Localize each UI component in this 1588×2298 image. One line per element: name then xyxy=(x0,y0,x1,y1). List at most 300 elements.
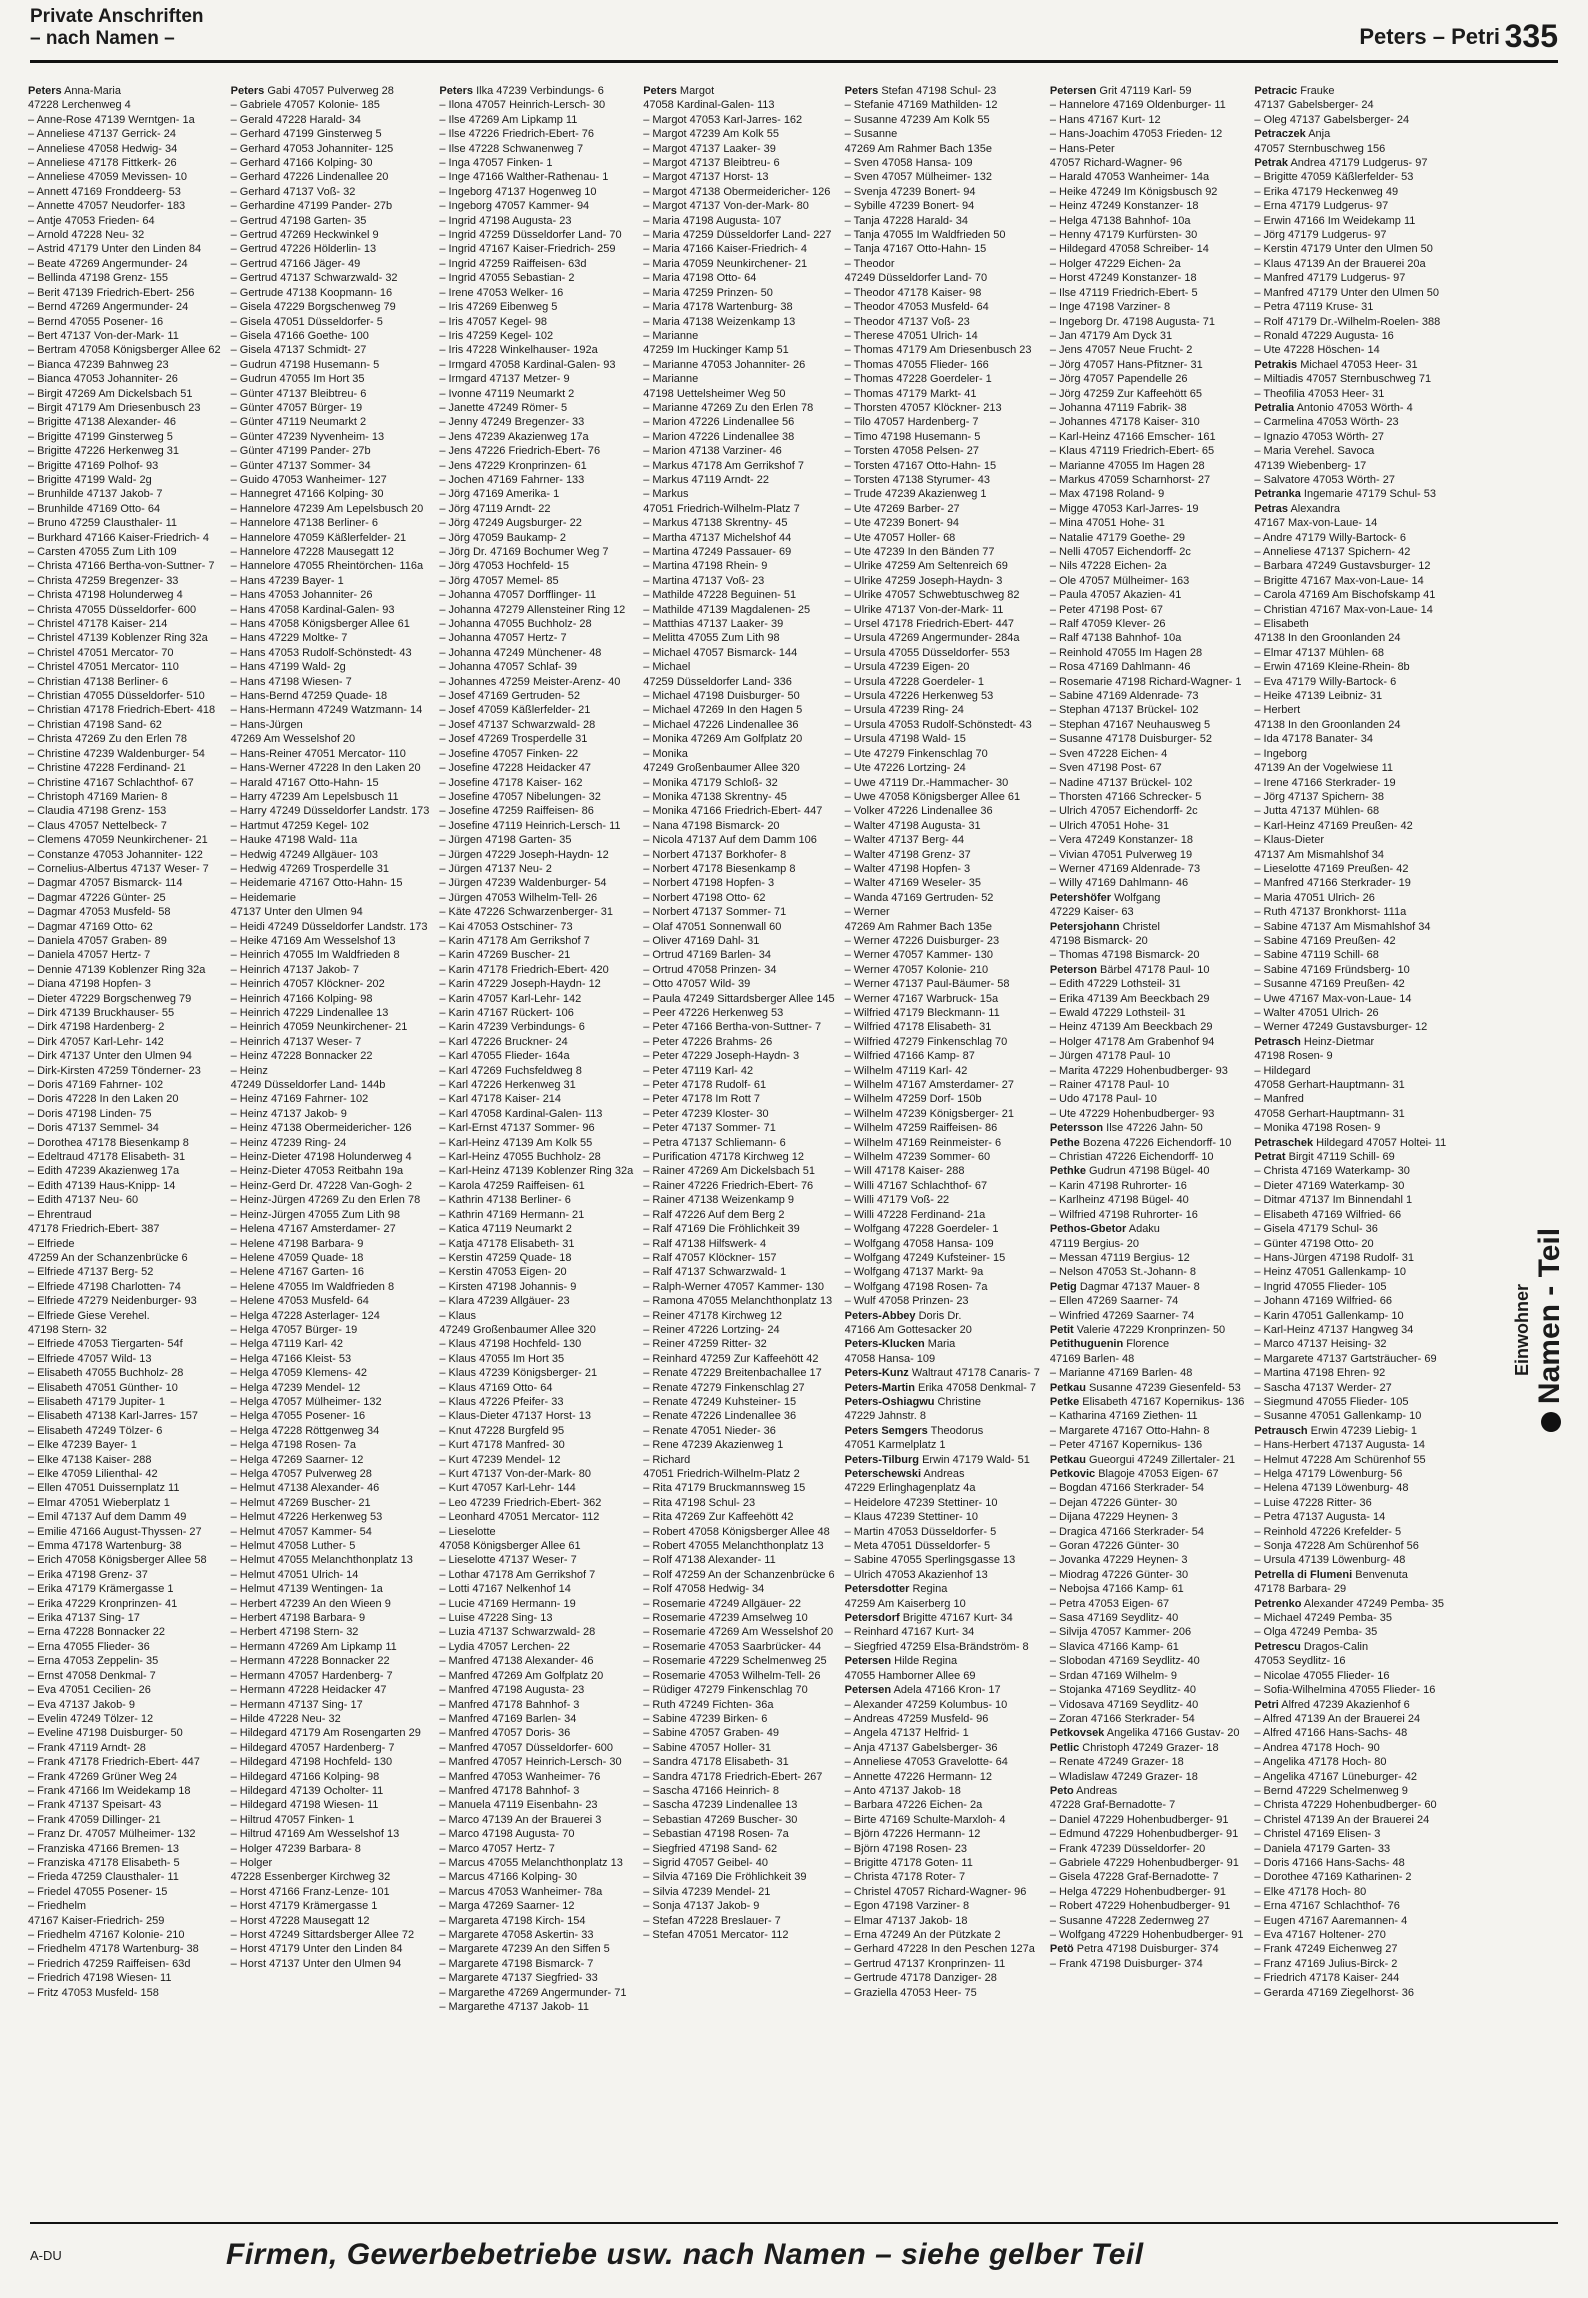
directory-entry xyxy=(439,876,633,890)
entry-details: – Luise 47228 Sing- 13 xyxy=(439,1612,553,1625)
directory-entry xyxy=(845,1078,1040,1092)
entry-details: – Hans 47058 Kardinal-Galen- 93 xyxy=(230,603,395,616)
directory-entry xyxy=(845,862,1040,876)
entry-details: – Margarete 47167 Otto-Hahn- 8 xyxy=(1049,1424,1210,1437)
entry-surname: Peters xyxy=(844,85,879,97)
directory-entry xyxy=(231,1222,430,1236)
directory-entry xyxy=(1050,199,1244,213)
directory-entry xyxy=(28,516,221,530)
entry-details: – Herbert xyxy=(1254,704,1301,717)
directory-entry xyxy=(1050,1035,1244,1049)
directory-entry xyxy=(28,1726,221,1740)
directory-entry xyxy=(643,444,834,458)
directory-entry xyxy=(231,1784,430,1798)
entry-details: – Thomas 47055 Flieder- 166 xyxy=(844,358,989,371)
directory-entry xyxy=(28,1208,221,1222)
directory-entry xyxy=(231,257,430,271)
entry-details: – Eugen 47167 Aaremannen- 4 xyxy=(1254,1914,1408,1927)
directory-entry xyxy=(28,1553,221,1567)
directory-entry xyxy=(439,214,633,228)
directory-entry xyxy=(1254,1237,1446,1251)
entry-details: – Helmut 47269 Buscher- 21 xyxy=(230,1496,371,1509)
entry-details: – Wolfgang 47229 Hohenbudberger- 91 xyxy=(1049,1929,1244,1941)
entry-details: – Horst 47249 Sittardsberger Allee 72 xyxy=(230,1929,415,1941)
entry-details: – Wilhelm 47239 Königsberger- 21 xyxy=(844,1107,1014,1120)
footer-rule xyxy=(30,2222,1558,2224)
directory-entry xyxy=(1050,343,1244,357)
entry-details: – Brigitte 47199 Ginsterweg 5 xyxy=(28,430,173,443)
entry-details: – Hans-Joachim 47053 Frieden- 12 xyxy=(1049,128,1223,141)
directory-entry xyxy=(439,1640,633,1654)
entry-details: – Tanja 47228 Harald- 34 xyxy=(844,214,968,227)
directory-entry xyxy=(643,1755,834,1769)
directory-entry xyxy=(643,1136,834,1150)
directory-entry xyxy=(1050,1323,1244,1337)
directory-entry xyxy=(28,1424,221,1438)
directory-entry xyxy=(1050,689,1244,703)
directory-entry xyxy=(28,660,221,674)
entry-details: – Erna 47179 Ludgerus- 97 xyxy=(1254,200,1389,213)
directory-entry xyxy=(231,1049,430,1063)
directory-entry xyxy=(845,1640,1040,1654)
directory-entry xyxy=(439,1928,633,1942)
entry-details: – Marion 47226 Lindenallee 38 xyxy=(643,430,795,443)
entry-details: – Mina 47051 Hohe- 31 xyxy=(1049,517,1165,530)
directory-entry xyxy=(845,315,1040,329)
entry-details: – Hermann 47137 Sing- 17 xyxy=(230,1698,363,1711)
entry-details: – Maria 47259 Düsseldorfer Land- 227 xyxy=(643,229,832,242)
directory-entry xyxy=(439,329,633,343)
entry-details: – Ruth 47137 Bronkhorst- 111a xyxy=(1254,906,1407,919)
directory-entry xyxy=(1050,891,1244,905)
entry-details: – Dirk 47137 Unter den Ulmen 94 xyxy=(28,1050,192,1063)
entry-details: – Wladislaw 47249 Grazer- 18 xyxy=(1049,1770,1198,1783)
entry-details: – Sabine 47169 Preußen- 42 xyxy=(1254,934,1396,947)
directory-entry xyxy=(643,977,834,991)
entry-details: – Maria 47178 Wartenburg- 38 xyxy=(643,301,793,314)
directory-entry xyxy=(28,977,221,991)
directory-entry xyxy=(28,1078,221,1092)
directory-entry xyxy=(1254,1741,1446,1755)
entry-details: – Ursula 47269 Angermunder- 284a xyxy=(844,632,1020,645)
directory-entry xyxy=(845,1914,1040,1928)
entry-details: – Theodor xyxy=(844,257,895,270)
directory-entry xyxy=(845,1481,1040,1495)
entry-details: – Marianne 47055 Im Hagen 28 xyxy=(1049,459,1205,472)
entry-details: – Siegmund 47055 Flieder- 105 xyxy=(1254,1395,1409,1408)
directory-entry xyxy=(1050,732,1244,746)
directory-entry xyxy=(845,905,1040,919)
directory-entry xyxy=(231,617,430,631)
directory-entry xyxy=(28,675,221,689)
directory-entry xyxy=(231,286,430,300)
entry-details: – Robert 47229 Hohenbudberger- 91 xyxy=(1049,1900,1231,1913)
directory-entry xyxy=(231,963,430,977)
directory-entry xyxy=(1254,199,1446,213)
directory-entry xyxy=(28,588,221,602)
directory-entry xyxy=(845,444,1040,458)
directory-entry xyxy=(1254,98,1446,112)
entry-details: – Mathilde 47228 Beguinen- 51 xyxy=(643,589,797,602)
entry-details: 47249 Großenbaumer Allee 320 xyxy=(439,1323,596,1336)
directory-entry xyxy=(845,1798,1040,1812)
directory-entry xyxy=(1254,1798,1446,1812)
directory-entry xyxy=(231,934,430,948)
entry-details: – Heike 47249 Im Königsbusch 92 xyxy=(1049,185,1218,198)
directory-entry xyxy=(439,473,633,487)
entry-details: – Carmelina 47053 Wörth- 23 xyxy=(1254,416,1399,429)
entry-details: – Sascha 47137 Werder- 27 xyxy=(1254,1381,1392,1394)
entry-details: 47137 Gabelsberger- 24 xyxy=(1254,99,1374,112)
entry-details: – Herbert 47239 An den Wieen 9 xyxy=(230,1597,391,1610)
entry-details: – Hilde 47228 Neu- 32 xyxy=(230,1712,341,1725)
entry-details: – Srdan 47169 Wilhelm- 9 xyxy=(1049,1669,1178,1682)
entry-details: Antonio 47053 Wörth- 4 xyxy=(1296,401,1413,414)
directory-entry xyxy=(1050,1309,1244,1323)
entry-details: – Iris 47228 Winkelhauser- 192a xyxy=(439,344,598,357)
directory-entry xyxy=(439,545,633,559)
directory-entry xyxy=(231,1035,430,1049)
entry-details: – Angelika 47167 Lüneburger- 42 xyxy=(1254,1770,1418,1783)
directory-entry xyxy=(231,1092,430,1106)
directory-entry xyxy=(845,819,1040,833)
entry-details: – Margot 47137 Laaker- 39 xyxy=(643,142,776,155)
directory-entry xyxy=(28,430,221,444)
directory-entry xyxy=(439,358,633,372)
directory-entry xyxy=(1050,1798,1244,1812)
directory-entry xyxy=(1254,1265,1446,1279)
entry-details: – Marianne 47053 Johanniter- 26 xyxy=(643,358,806,371)
entry-details: – Hedwig 47249 Allgäuer- 103 xyxy=(230,848,379,861)
entry-details: – Kerstin 47053 Eigen- 20 xyxy=(439,1266,567,1279)
directory-entry xyxy=(1050,1193,1244,1207)
entry-surname: Petranka xyxy=(1254,488,1301,501)
directory-entry xyxy=(643,1827,834,1841)
directory-entry xyxy=(1254,1150,1446,1164)
directory-entry xyxy=(845,1337,1040,1351)
entry-details: – Marianne xyxy=(643,329,699,342)
directory-entry xyxy=(1050,603,1244,617)
directory-entry xyxy=(28,790,221,804)
directory-entry xyxy=(643,1208,834,1222)
entry-details: – Jürgen 47239 Waldenburger- 54 xyxy=(439,877,607,890)
entry-details: – Erika 47139 Am Beeckbach 29 xyxy=(1049,992,1210,1005)
entry-details: – Manfred 47169 Barlen- 34 xyxy=(439,1712,577,1725)
directory-entry xyxy=(643,1409,834,1423)
entry-details: – Horst 47179 Unter den Linden 84 xyxy=(230,1943,403,1956)
directory-entry xyxy=(643,300,834,314)
entry-details: – Anneliese 47137 Gerrick- 24 xyxy=(28,128,176,141)
entry-details: Erwin 47179 Wald- 51 xyxy=(922,1453,1030,1466)
directory-entry xyxy=(439,1222,633,1236)
entry-details: 47058 Hansa- 109 xyxy=(844,1352,936,1365)
directory-entry xyxy=(231,876,430,890)
entry-details: – Hans 47199 Wald- 2g xyxy=(230,661,346,674)
entry-details: – Theodor 47178 Kaiser- 98 xyxy=(844,286,982,299)
directory-entry xyxy=(643,675,834,689)
directory-entry xyxy=(28,113,221,127)
directory-entry xyxy=(231,271,430,285)
entry-details: – Herbert 47198 Barbara- 9 xyxy=(230,1612,366,1625)
directory-entry xyxy=(1050,271,1244,285)
directory-entry xyxy=(439,1280,633,1294)
directory-entry xyxy=(28,1006,221,1020)
directory-entry xyxy=(1254,876,1446,890)
entry-details: – Erika 47137 Sing- 17 xyxy=(28,1612,140,1625)
directory-entry xyxy=(643,574,834,588)
entry-details: – Helga 47059 Klemens- 42 xyxy=(230,1367,367,1380)
entry-details: 47051 Karmelplatz 1 xyxy=(844,1439,946,1452)
entry-details: – Elmar 47137 Jakob- 18 xyxy=(844,1914,968,1927)
entry-details: – Theofilia 47053 Heer- 31 xyxy=(1254,387,1385,400)
directory-entry xyxy=(1050,1366,1244,1380)
directory-entry xyxy=(439,1986,633,2000)
entry-details: Gabi 47057 Pulverweg 28 xyxy=(267,85,394,97)
directory-entry xyxy=(845,833,1040,847)
entry-details: – Edmund 47229 Hohenbudberger- 91 xyxy=(1049,1828,1239,1841)
entry-details: – Rosemarie 47249 Allgäuer- 22 xyxy=(643,1597,801,1610)
entry-surname: Petersen xyxy=(844,1655,892,1668)
entry-details: – Heinz 47239 Ring- 24 xyxy=(230,1136,347,1149)
entry-details: – Hans-Bernd 47259 Quade- 18 xyxy=(230,690,388,703)
entry-details: – Rosemarie 47269 Am Wesselshof 20 xyxy=(643,1626,834,1639)
entry-details: – Gertrude 47178 Danziger- 28 xyxy=(844,1972,997,1985)
directory-entry xyxy=(1254,1020,1446,1034)
entry-details: – Claudia 47198 Grenz- 153 xyxy=(28,805,167,818)
entry-details: Benvenuta xyxy=(1355,1568,1408,1581)
directory-entry xyxy=(1254,1164,1446,1178)
directory-entry xyxy=(1254,1337,1446,1351)
entry-details: – Harald 47167 Otto-Hahn- 15 xyxy=(230,776,379,789)
entry-details: – Katja 47178 Elisabeth- 31 xyxy=(439,1237,575,1250)
entry-details: – Ulrike 47057 Schwebtuschweg 82 xyxy=(844,589,1020,602)
directory-entry xyxy=(1050,1856,1244,1870)
directory-entry xyxy=(1254,1957,1446,1971)
entry-surname: Petkovic xyxy=(1049,1468,1096,1480)
directory-entry xyxy=(845,199,1040,213)
directory-entry xyxy=(845,804,1040,818)
directory-entry xyxy=(643,329,834,343)
entry-details: – Manfred 47138 Alexander- 46 xyxy=(439,1655,594,1668)
entry-details: – Werner 47137 Paul-Bäumer- 58 xyxy=(844,978,1010,991)
entry-details: – Karin 47057 Karl-Lehr- 142 xyxy=(439,992,582,1005)
entry-details: – Helmut 47138 Alexander- 46 xyxy=(230,1482,380,1495)
entry-details: – Dirk 47139 Bruckhauser- 55 xyxy=(28,1007,175,1019)
entry-details: – Irene 47053 Welker- 16 xyxy=(439,286,564,299)
directory-entry xyxy=(1254,1467,1446,1481)
directory-entry xyxy=(28,170,221,184)
directory-entry xyxy=(28,1150,221,1164)
entry-details: – Gerhard 47053 Johanniter- 125 xyxy=(230,142,394,155)
entry-details: – Elisabeth 47249 Tölzer- 6 xyxy=(28,1424,163,1437)
directory-entry xyxy=(28,1438,221,1452)
entry-details: – Margot 47053 Karl-Jarres- 162 xyxy=(643,113,803,126)
entry-details: – Michael 47226 Lindenallee 36 xyxy=(643,718,799,731)
entry-details: – Reiner 47178 Kirchweg 12 xyxy=(643,1309,783,1322)
directory-entry xyxy=(1050,1438,1244,1452)
entry-details: – Jens 47229 Kronprinzen- 61 xyxy=(439,459,587,472)
directory-entry xyxy=(231,1006,430,1020)
entry-details: – Maria Verehel. Savoca xyxy=(1254,445,1375,458)
directory-entry xyxy=(231,1251,430,1265)
directory-entry xyxy=(231,1280,430,1294)
entry-details: – Wilfried 47198 Ruhrorter- 16 xyxy=(1049,1208,1198,1221)
directory-entry xyxy=(1050,1020,1244,1034)
entry-details: 47055 Hamborner Allee 69 xyxy=(844,1669,976,1682)
entry-details: – Karin 47178 Am Gerrikshof 7 xyxy=(439,934,590,947)
directory-entry xyxy=(643,1366,834,1380)
directory-entry xyxy=(1254,963,1446,977)
entry-details: – Karlheinz 47198 Bügel- 40 xyxy=(1049,1194,1189,1207)
directory-entry xyxy=(643,1323,834,1337)
entry-details: – Sebastian 47198 Rosen- 7a xyxy=(643,1828,789,1841)
directory-entry xyxy=(1254,1136,1446,1150)
directory-entry xyxy=(1050,1914,1244,1928)
directory-entry xyxy=(439,257,633,271)
entry-details: – Salvatore 47053 Wörth- 27 xyxy=(1254,473,1395,486)
directory-entry xyxy=(643,1669,834,1683)
entry-details: – Kai 47053 Ostschiner- 73 xyxy=(439,920,573,933)
entry-details: – Tanja 47055 Im Waldfrieden 50 xyxy=(844,229,1006,242)
directory-entry xyxy=(231,1481,430,1495)
directory-entry xyxy=(1254,747,1446,761)
directory-entry xyxy=(1254,257,1446,271)
directory-entry xyxy=(1254,1813,1446,1827)
entry-details: – Clemens 47059 Neunkirchener- 21 xyxy=(28,834,208,847)
entry-details: – Rolf 47259 An der Schanzenbrücke 6 xyxy=(643,1568,835,1581)
directory-entry xyxy=(643,905,834,919)
directory-entry xyxy=(1050,617,1244,631)
directory-entry xyxy=(1254,804,1446,818)
entry-details: – Michael 47269 In den Hagen 5 xyxy=(643,704,803,717)
entry-details: – Franz Dr. 47057 Mülheimer- 132 xyxy=(28,1828,196,1841)
directory-entry xyxy=(643,646,834,660)
entry-details: – Werner 47249 Gustavsburger- 12 xyxy=(1254,1021,1428,1034)
directory-entry xyxy=(231,315,430,329)
entry-details: – Ursula 47139 Löwenburg- 48 xyxy=(1254,1554,1406,1567)
directory-entry xyxy=(1254,1193,1446,1207)
entry-details: – Maria 47198 Augusta- 107 xyxy=(643,214,782,227)
entry-details: – Torsten 47167 Otto-Hahn- 15 xyxy=(844,459,997,472)
directory-entry xyxy=(643,1251,834,1265)
directory-entry xyxy=(231,142,430,156)
entry-details: – Marco 47057 Hertz- 7 xyxy=(439,1842,555,1855)
entry-details: – Annette 47057 Neudorfer- 183 xyxy=(28,200,186,213)
directory-entry xyxy=(28,1914,221,1928)
directory-entry xyxy=(439,1092,633,1106)
directory-entry xyxy=(439,300,633,314)
entry-details: – Gertrud 47137 Kronprinzen- 11 xyxy=(844,1957,1006,1970)
entry-surname: Petersson xyxy=(1049,1122,1104,1135)
entry-details: – Susanne 47051 Gallenkamp- 10 xyxy=(1254,1410,1422,1423)
directory-entry xyxy=(1050,1741,1244,1755)
directory-entry xyxy=(643,502,834,516)
entry-details: – Heinz-Gerd Dr. 47228 Van-Gogh- 2 xyxy=(230,1179,413,1192)
directory-entry xyxy=(845,631,1040,645)
directory-entry xyxy=(439,444,633,458)
directory-entry xyxy=(1050,862,1244,876)
entry-details: – Margot 47137 Bleibtreu- 6 xyxy=(643,157,780,170)
directory-entry xyxy=(1254,1179,1446,1193)
directory-entry xyxy=(1254,286,1446,300)
entry-details: 47259 Düsseldorfer Land- 336 xyxy=(643,675,792,688)
entry-details: – Maria 47059 Neunkirchener- 21 xyxy=(643,257,808,270)
entry-details: – Petra 47119 Kruse- 31 xyxy=(1254,301,1374,314)
directory-entry xyxy=(1050,1453,1244,1467)
directory-entry xyxy=(439,1842,633,1856)
directory-entry xyxy=(439,185,633,199)
directory-entry xyxy=(28,1323,221,1337)
entry-details: – Gertrud 47166 Jäger- 49 xyxy=(230,257,361,270)
entry-surname: Petri xyxy=(1254,1698,1279,1711)
entry-details: – Frank 47166 Im Weidekamp 18 xyxy=(28,1784,191,1797)
directory-entry xyxy=(643,1193,834,1207)
entry-details: – Margarete 47137 Gartsträucher- 69 xyxy=(1254,1352,1437,1365)
entry-details: – Hans 47239 Bayer- 1 xyxy=(230,574,344,587)
directory-entry xyxy=(28,1971,221,1985)
directory-entry xyxy=(845,660,1040,674)
directory-entry xyxy=(439,617,633,631)
entry-details: – Jörg 47059 Baukamp- 2 xyxy=(439,531,566,544)
entry-details: – Carsten 47055 Zum Lith 109 xyxy=(28,546,177,558)
entry-details: – Slobodan 47169 Seydlitz- 40 xyxy=(1049,1655,1200,1668)
directory-entry xyxy=(643,1294,834,1308)
directory-entry xyxy=(28,214,221,228)
directory-entry xyxy=(845,142,1040,156)
directory-entry xyxy=(1050,1942,1244,1956)
directory-entry xyxy=(1050,185,1244,199)
entry-details: – Helene 47053 Musfeld- 64 xyxy=(230,1295,369,1308)
directory-entry xyxy=(439,977,633,991)
directory-entry xyxy=(1050,444,1244,458)
entry-details: – Frieda 47259 Clausthaler- 11 xyxy=(28,1871,179,1884)
entry-details: – Petra 47053 Eigen- 67 xyxy=(1049,1597,1170,1610)
directory-entry xyxy=(28,545,221,559)
entry-details: – Dieter 47229 Borgschenweg 79 xyxy=(28,992,192,1005)
directory-entry xyxy=(1050,1352,1244,1366)
entry-details: – Inge 47198 Varziner- 8 xyxy=(1049,301,1171,314)
directory-entry xyxy=(1254,271,1446,285)
directory-entry xyxy=(1050,1712,1244,1726)
entry-details: – Vidosava 47169 Seydlitz- 40 xyxy=(1049,1698,1199,1711)
directory-entry xyxy=(439,1251,633,1265)
entry-details: – Karola 47259 Raiffeisen- 61 xyxy=(439,1179,585,1192)
directory-entry xyxy=(231,675,430,689)
directory-entry xyxy=(845,1813,1040,1827)
directory-entry xyxy=(439,848,633,862)
entry-details: – Heinz 47228 Bonnacker 22 xyxy=(230,1050,373,1063)
entry-details: – Gisela 47228 Graf-Bernadotte- 7 xyxy=(1049,1871,1219,1884)
entry-details: – Martina 47198 Rhein- 9 xyxy=(643,560,768,573)
directory-entry xyxy=(643,170,834,184)
entry-details: – Hans 47058 Königsberger Allee 61 xyxy=(230,618,410,631)
directory-entry xyxy=(439,1813,633,1827)
directory-entry xyxy=(231,473,430,487)
directory-entry xyxy=(439,992,633,1006)
directory-entry xyxy=(28,1510,221,1524)
entry-details: – Walter 47198 Grenz- 37 xyxy=(844,848,971,861)
entry-details: – Heinz-Dieter 47053 Reitbahn 19a xyxy=(230,1165,404,1178)
directory-entry xyxy=(28,1856,221,1870)
directory-entry xyxy=(231,646,430,660)
entry-details: – Bellinda 47198 Grenz- 155 xyxy=(28,272,169,285)
entry-details: – Ursula 47228 Goerdeler- 1 xyxy=(844,675,985,688)
directory-entry xyxy=(1254,1669,1446,1683)
entry-details: – Heike 47169 Am Wesselshof 13 xyxy=(230,934,396,947)
entry-details: – Jörg Dr. 47169 Bochumer Weg 7 xyxy=(439,546,609,558)
directory-entry xyxy=(1254,1208,1446,1222)
entry-details: – Rainer 47138 Weizenkamp 9 xyxy=(643,1194,795,1207)
